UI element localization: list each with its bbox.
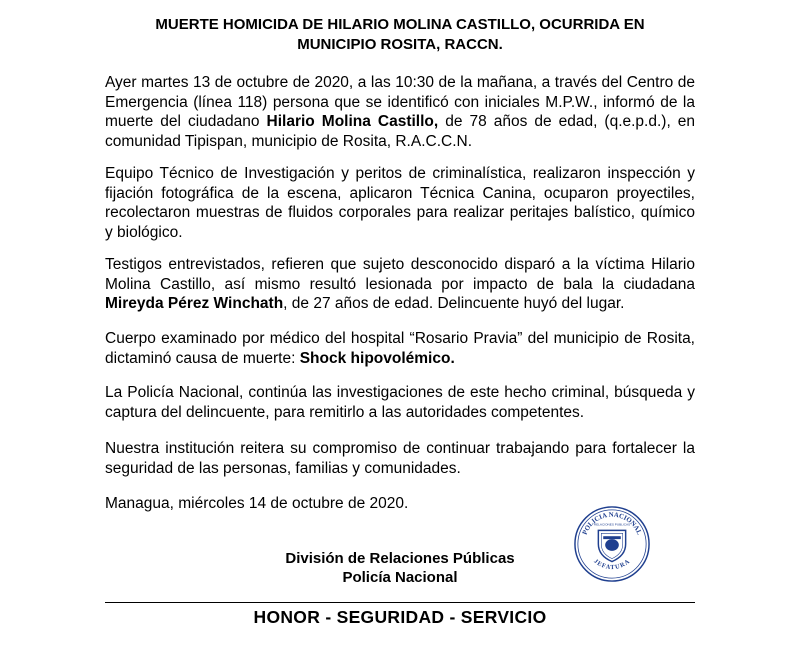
p3-text-c: , de 27 años de edad. Delincuente huyó del lugar.	[283, 295, 625, 312]
p3-text-a: Testigos entrevistados, refieren que sujeto desconocido disparó a la víctima Hilario Molina Castillo, así mismo resultó lesionada por impacto de bala la ciudadana	[105, 256, 695, 293]
motto: HONOR - SEGURIDAD - SERVICIO	[253, 607, 547, 627]
svg-text:JEFATURA	[592, 558, 632, 571]
p1-text-a: Ayer martes 13 de octubre de 2020, a las 10:30 de la mañana, a través del Centro de Emergencia (línea 118) persona que se identificó con iniciales M.P.W., informó de la muerte del ciudadano	[105, 74, 695, 130]
injured-name: Mireyda Pérez Winchath	[105, 295, 284, 312]
title-line-1: MUERTE HOMICIDA DE HILARIO MOLINA CASTILLO, OCURRIDA EN	[155, 16, 645, 33]
paragraph-witnesses	[105, 255, 695, 314]
paragraph-police-continue: La Policía Nacional, continúa las investigaciones de este hecho criminal, búsqueda y captura del delincuente, para remitirlo a las autoridades competentes.	[105, 384, 695, 421]
p1-text-c: de 78 años de edad, (q.e.p.d.), en comunidad Tipispan, municipio de Rosita, R.A.C.C.N.	[105, 113, 696, 150]
paragraph-incident-report	[105, 73, 695, 151]
seal-top-text: POLICIA NACIONAL	[581, 511, 643, 536]
paragraph-investigation: Equipo Técnico de Investigación y peritos de criminalística, realizaron inspección y fijación fotográfica de la escena, aplicaron Técnica Canina, ocuparon proyectiles, recolectaron muestras de fluidos corporales para realizar peritajes balístico, químico y biológico.	[105, 165, 695, 241]
paragraph-autopsy	[105, 329, 695, 368]
signature-institution: Policía Nacional	[342, 569, 458, 586]
victim-name: Hilario Molina Castillo,	[266, 113, 439, 130]
signature-division: División de Relaciones Públicas	[285, 550, 515, 567]
title-line-2: MUNICIPIO ROSITA, RACCN.	[297, 36, 503, 53]
seal-inner-text: RELACIONES PUBLICAS	[593, 522, 631, 527]
p4-text-a: Cuerpo examinado por médico del hospital “Rosario Pravia” del municipio de Rosita, dictaminó causa de muerte:	[105, 330, 695, 367]
document-title	[105, 15, 695, 55]
paragraph-commitment: Nuestra institución reitera su compromiso de continuar trabajando para fortalecer la seguridad de las personas, familias y comunidades.	[105, 440, 695, 477]
footer-divider	[105, 602, 695, 603]
dateline: Managua, miércoles 14 de octubre de 2020.	[105, 495, 409, 512]
police-seal-icon	[573, 505, 651, 583]
seal-bottom-text: JEFATURA	[592, 557, 632, 572]
cause-of-death: Shock hipovolémico.	[299, 349, 455, 367]
